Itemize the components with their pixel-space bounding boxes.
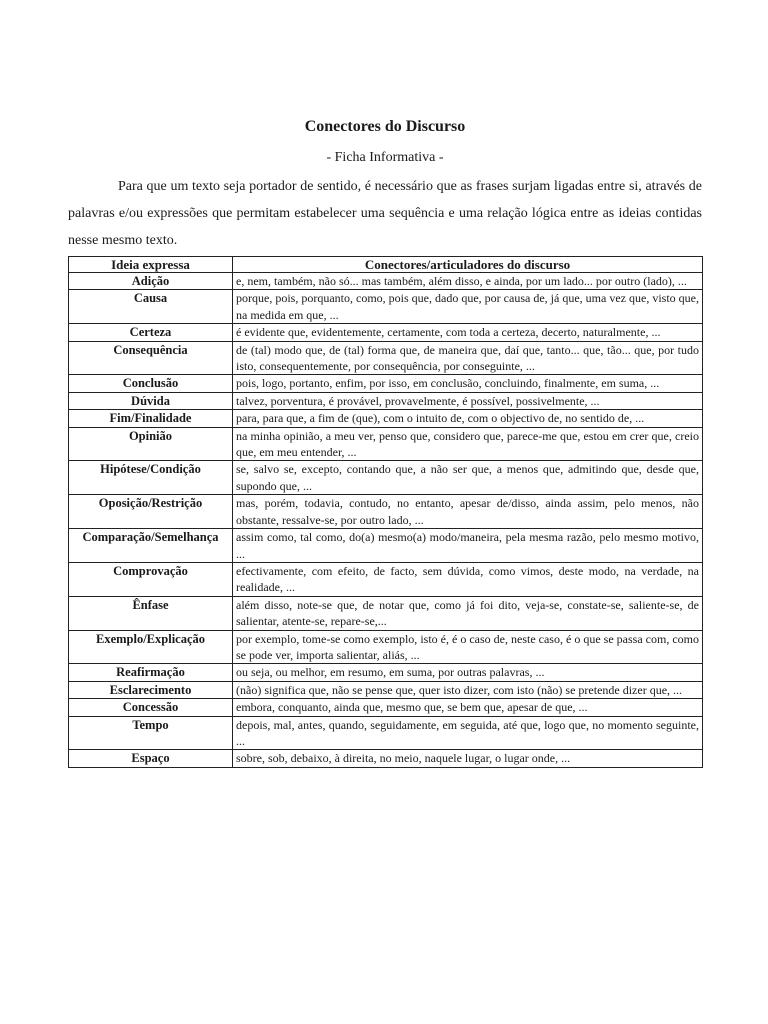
idea-cell: Ênfase xyxy=(69,596,233,630)
connectors-cell: depois, mal, antes, quando, seguidamente, em seguida, até que, logo que, no momento seguinte, ... xyxy=(233,716,703,750)
table-row xyxy=(69,495,703,529)
idea-cell: Certeza xyxy=(69,324,233,341)
connectors-cell: de (tal) modo que, de (tal) forma que, de maneira que, daí que, tanto... que, tão... que, por tudo isto, consequentemente, por consequência, por conseguinte, ... xyxy=(233,341,703,375)
connectors-cell: mas, porém, todavia, contudo, no entanto, apesar de/disso, ainda assim, pelo menos, não obstante, ressalve-se, por outro lado, ... xyxy=(233,495,703,529)
idea-cell: Concessão xyxy=(69,699,233,716)
table-row xyxy=(69,392,703,409)
idea-cell: Espaço xyxy=(69,750,233,767)
connectors-cell: assim como, tal como, do(a) mesmo(a) modo/maneira, pela mesma razão, pelo mesmo motivo, ... xyxy=(233,529,703,563)
table-row xyxy=(69,716,703,750)
table-row xyxy=(69,750,703,767)
table-body xyxy=(69,273,703,768)
idea-cell: Adição xyxy=(69,273,233,290)
connectors-cell: por exemplo, tome-se como exemplo, isto é, é o caso de, neste caso, é o que se passa com, como se pode ver, importa salientar, aliás, ... xyxy=(233,630,703,664)
table-row xyxy=(69,630,703,664)
connectors-cell: (não) significa que, não se pense que, quer isto dizer, com isto (não) se pretende dizer que, ... xyxy=(233,681,703,698)
connectors-cell: e, nem, também, não só... mas também, além disso, e ainda, por um lado... por outro (lado), ... xyxy=(233,273,703,290)
table-row xyxy=(69,664,703,681)
table-row xyxy=(69,681,703,698)
table-row xyxy=(69,341,703,375)
table-row xyxy=(69,427,703,461)
idea-cell: Hipótese/Condição xyxy=(69,461,233,495)
connectors-cell: para, para que, a fim de (que), com o intuito de, com o objectivo de, no sentido de, ... xyxy=(233,410,703,427)
intro-paragraph: Para que um texto seja portador de sentido, é necessário que as frases surjam ligadas entre si, através de palavras e/ou expressões que permitam estabelecer uma sequência e uma relação lógica entre as ideias contidas nesse mesmo texto. xyxy=(68,179,702,248)
table-row xyxy=(69,290,703,324)
connectors-cell: na minha opinião, a meu ver, penso que, considero que, parece-me que, estou em crer que, creio que, em meu entender, ... xyxy=(233,427,703,461)
document-subtitle: - Ficha Informativa - xyxy=(326,150,444,165)
connectors-cell: embora, conquanto, ainda que, mesmo que, se bem que, apesar de que, ... xyxy=(233,699,703,716)
table-row xyxy=(69,324,703,341)
connectors-cell: se, salvo se, excepto, contando que, a não ser que, a menos que, admitindo que, desde que, supondo que, ... xyxy=(233,461,703,495)
idea-cell: Exemplo/Explicação xyxy=(69,630,233,664)
idea-cell: Tempo xyxy=(69,716,233,750)
connectors-cell: efectivamente, com efeito, de facto, sem dúvida, como vimos, deste modo, na verdade, na realidade, ... xyxy=(233,562,703,596)
table-header-row xyxy=(69,257,703,273)
idea-cell: Opinião xyxy=(69,427,233,461)
table-row xyxy=(69,596,703,630)
connectors-cell: sobre, sob, debaixo, à direita, no meio, naquele lugar, o lugar onde, ... xyxy=(233,750,703,767)
table-row xyxy=(69,273,703,290)
idea-cell: Esclarecimento xyxy=(69,681,233,698)
connectors-cell: ou seja, ou melhor, em resumo, em suma, por outras palavras, ... xyxy=(233,664,703,681)
connectors-cell: talvez, porventura, é provável, provavelmente, é possível, possivelmente, ... xyxy=(233,392,703,409)
table-row xyxy=(69,562,703,596)
connectors-cell: é evidente que, evidentemente, certamente, com toda a certeza, decerto, naturalmente, ... xyxy=(233,324,703,341)
column-header-idea: Ideia expressa xyxy=(69,257,233,273)
idea-cell: Comparação/Semelhança xyxy=(69,529,233,563)
table-row xyxy=(69,529,703,563)
table-row xyxy=(69,410,703,427)
column-header-connectors: Conectores/articuladores do discurso xyxy=(233,257,703,273)
idea-cell: Causa xyxy=(69,290,233,324)
document-title: Conectores do Discurso xyxy=(304,118,466,135)
idea-cell: Oposição/Restrição xyxy=(69,495,233,529)
table-row xyxy=(69,375,703,392)
idea-cell: Dúvida xyxy=(69,392,233,409)
idea-cell: Comprovação xyxy=(69,562,233,596)
connectors-table xyxy=(68,256,703,768)
table-row xyxy=(69,699,703,716)
idea-cell: Fim/Finalidade xyxy=(69,410,233,427)
connectors-cell: pois, logo, portanto, enfim, por isso, em conclusão, concluindo, finalmente, em suma, ... xyxy=(233,375,703,392)
idea-cell: Reafirmação xyxy=(69,664,233,681)
idea-cell: Consequência xyxy=(69,341,233,375)
connectors-cell: além disso, note-se que, de notar que, como já foi dito, veja-se, constate-se, saliente-se, de salientar, atente-se, repare-se,... xyxy=(233,596,703,630)
table-row xyxy=(69,461,703,495)
connectors-cell: porque, pois, porquanto, como, pois que, dado que, por causa de, já que, uma vez que, visto que, na medida em que, ... xyxy=(233,290,703,324)
idea-cell: Conclusão xyxy=(69,375,233,392)
